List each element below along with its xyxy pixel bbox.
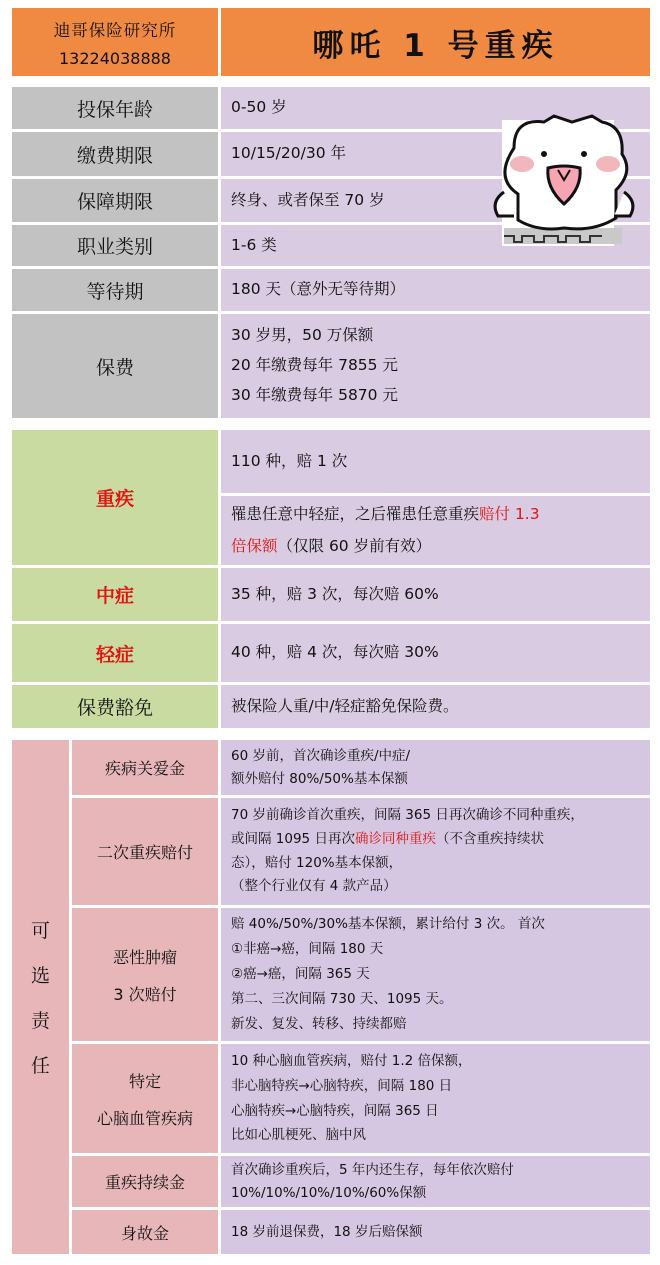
opt-value-second [221, 798, 650, 905]
cat-face-icon [484, 108, 644, 246]
optional-line: 首次确诊重疾后，5 年内还生存，每年依次赔付 [231, 1162, 514, 1179]
optional-label: 3 次赔付 [113, 984, 177, 1004]
optional-line: 态），赔付 120%基本保额， [231, 854, 403, 871]
basic-value: 终身、或者保至 70 岁 [231, 190, 385, 209]
waiver-label: 保费豁免 [76, 697, 153, 719]
label-age [12, 87, 218, 129]
opt-value-care [221, 740, 650, 795]
opt-value-cancer [221, 908, 650, 1041]
optional-title-cell [12, 740, 69, 1254]
mild-value: 40 种，赔 4 次，每次赔 30% [231, 643, 439, 662]
product-title: 哪吒 1 号重疾 [312, 27, 559, 64]
waiver-value: 被保险人重/中/轻症豁免保险费。 [231, 696, 459, 715]
optional-line: 心脑特疾→心脑特疾，间隔 365 日 [231, 1102, 439, 1119]
label-waiver [12, 685, 218, 728]
value-mild [221, 624, 650, 682]
optional-title-char: 任 [30, 1055, 50, 1077]
optional-highlight: 确诊同种重疾 [354, 830, 436, 847]
critical-line [231, 538, 431, 556]
label-critical [12, 430, 218, 565]
optional-line: 18 岁前退保费，18 岁后赔保额 [231, 1223, 423, 1240]
optional-title-char: 选 [30, 965, 50, 987]
value-critical-1 [221, 430, 650, 493]
basic-value: 1-6 类 [231, 235, 277, 254]
moderate-label: 中症 [95, 585, 134, 607]
value-waiting [221, 269, 650, 311]
company-phone: 13224038888 [59, 48, 171, 68]
value-waiver [221, 685, 650, 728]
opt-label-cardio [72, 1044, 218, 1153]
optional-line: 70 岁前确诊首次重疾，间隔 365 日再次确诊不同种重疾， [231, 807, 584, 824]
opt-label-cancer [72, 908, 218, 1041]
basic-label: 缴费期限 [76, 144, 153, 167]
optional-label: 身故金 [120, 1223, 169, 1243]
opt-label-continuous [72, 1156, 218, 1207]
cartoon-cat-face-sticker [484, 108, 644, 246]
optional-label: 恶性肿瘤 [112, 947, 177, 967]
label-pay-period [12, 132, 218, 176]
basic-value: 180 天（意外无等待期） [231, 280, 406, 299]
label-cover-period [12, 179, 218, 222]
label-premium [12, 314, 218, 418]
basic-value: 0-50 岁 [231, 98, 287, 117]
value-premium [221, 314, 650, 418]
optional-line: 60 岁前，首次确诊重疾/中症/ [231, 748, 411, 765]
optional-line: 新发、复发、转移、持续都赔 [231, 1015, 407, 1032]
optional-label: 心脑血管疾病 [96, 1108, 193, 1128]
optional-line: 非心脑特疾→心脑特疾，间隔 180 日 [231, 1077, 453, 1094]
label-waiting [12, 269, 218, 311]
critical-line [231, 506, 540, 524]
optional-line: 10 种心脑血管疾病，赔付 1.2 倍保额， [231, 1052, 472, 1069]
basic-value: 10/15/20/30 年 [231, 144, 346, 163]
value-moderate [221, 568, 650, 621]
optional-title-char: 责 [30, 1010, 50, 1032]
premium-label: 保费 [95, 356, 134, 379]
optional-line: 比如心肌梗死、脑中风 [231, 1127, 366, 1144]
opt-value-continuous [221, 1156, 650, 1207]
basic-label: 投保年龄 [76, 98, 153, 121]
opt-value-death [221, 1210, 650, 1254]
basic-label: 职业类别 [76, 236, 153, 258]
opt-label-death [72, 1210, 218, 1254]
optional-text: 或间隔 1095 日再次 [231, 830, 355, 847]
optional-line: 10%/10%/10%/10%/60%保额 [231, 1184, 427, 1201]
basic-label: 等待期 [86, 280, 144, 303]
label-mild [12, 624, 218, 682]
critical-label: 重疾 [95, 488, 134, 510]
header-title-cell [221, 8, 650, 76]
optional-line: 额外赔付 80%/50%基本保额 [231, 770, 408, 787]
optional-line: （整个行业仅有 4 款产品） [231, 878, 397, 895]
mild-label: 轻症 [95, 643, 134, 666]
optional-label: 二次重疾赔付 [96, 843, 193, 862]
critical-text: （仅限 60 岁前有效） [277, 536, 432, 555]
moderate-value: 35 种，赔 3 次，每次赔 60% [231, 584, 439, 603]
optional-label: 疾病关爱金 [104, 759, 185, 778]
company-name: 迪哥保险研究所 [53, 20, 177, 40]
optional-line: ②癌→癌，间隔 365 天 [231, 966, 370, 983]
optional-line: 第二、三次间隔 730 天、1095 天。 [231, 990, 453, 1007]
value-critical-2 [221, 496, 650, 565]
premium-line: 30 岁男，50 万保额 [231, 326, 374, 345]
optional-line [231, 828, 544, 852]
label-occupation [12, 225, 218, 266]
optional-text: （不含重疾持续状 [435, 830, 544, 847]
critical-highlight: 倍保额 [231, 536, 278, 555]
header-company-cell [12, 8, 218, 76]
label-moderate [12, 568, 218, 621]
optional-line: ①非癌→癌，间隔 180 天 [231, 941, 384, 958]
opt-value-cardio [221, 1044, 650, 1153]
optional-line: 赔 40%/50%/30%基本保额，累计给付 3 次。 首次 [231, 916, 545, 933]
opt-label-second [72, 798, 218, 905]
critical-text: 罹患任意中轻症，之后罹患任意重疾 [231, 504, 480, 523]
premium-line: 30 年缴费每年 5870 元 [231, 385, 398, 404]
critical-highlight: 赔付 1.3 [479, 504, 540, 523]
optional-title-char: 可 [30, 920, 50, 942]
optional-label: 重疾持续金 [104, 1173, 185, 1192]
critical-line: 110 种，赔 1 次 [231, 451, 348, 470]
optional-label: 特定 [128, 1071, 161, 1091]
premium-line: 20 年缴费每年 7855 元 [231, 356, 398, 375]
opt-label-care [72, 740, 218, 795]
basic-label: 保障期限 [76, 191, 153, 213]
